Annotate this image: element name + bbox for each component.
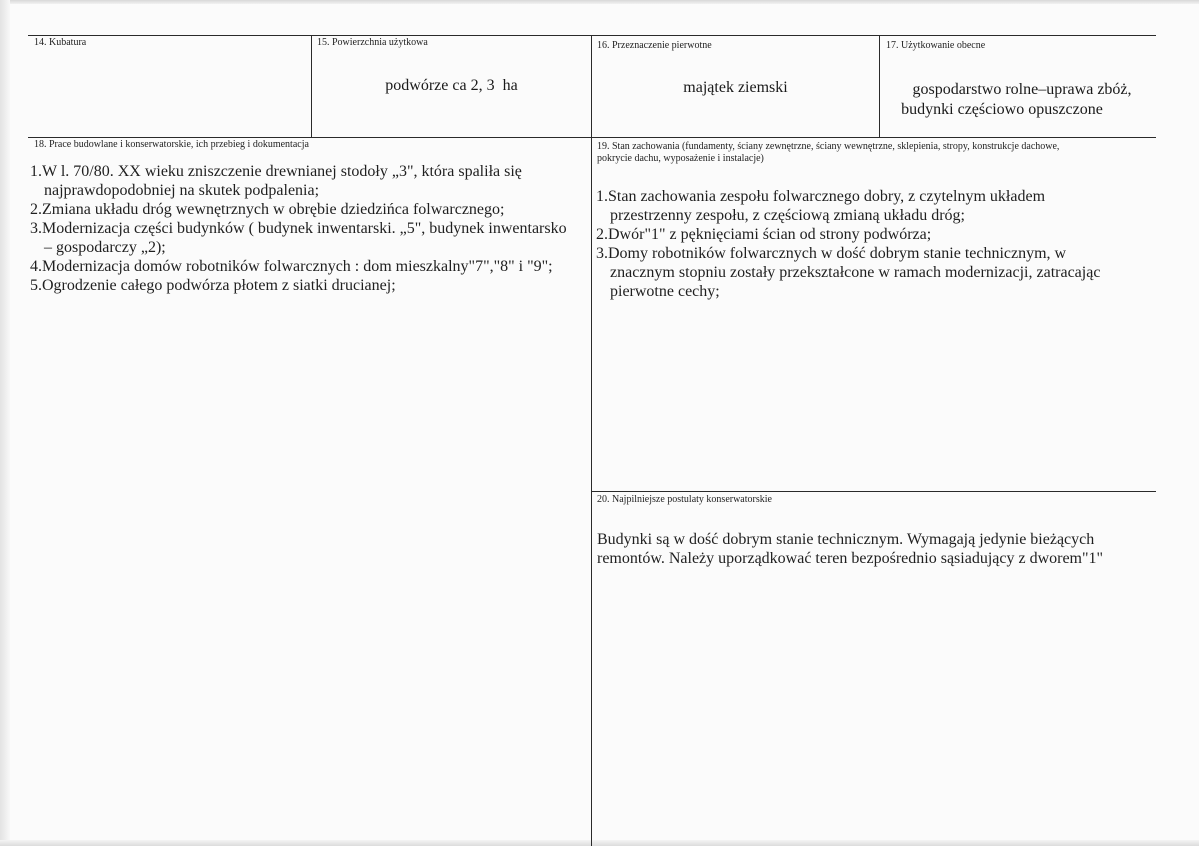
field-19-list xyxy=(596,187,1116,301)
scan-edge-left xyxy=(0,0,10,846)
list-item: 3.Domy robotników folwarcznych w dość dobrym stanie technicznym, w znacznym stopniu zostały przekształcone w ramach modernizacji, zatracając pierwotne cechy; xyxy=(596,245,1101,300)
field-20-label: 20. Najpilniejsze postulaty konserwatorskie xyxy=(597,494,772,505)
field-17-value-line1: gospodarstwo rolne–uprawa zbóż, xyxy=(912,81,1132,98)
field-18-label: 18. Prace budowlane i konserwatorskie, ich przebieg i dokumentacja xyxy=(34,139,309,150)
field-15-value: podwórze ca 2, 3 ha xyxy=(385,77,518,94)
list-item: 4.Modernizacja domów robotników folwarcznych : dom mieszkalny"7","8" i "9"; xyxy=(30,258,553,275)
list-item: 5.Ogrodzenie całego podwórza płotem z siatki drucianej; xyxy=(30,277,396,294)
field-16-value: majątek ziemski xyxy=(683,79,788,96)
field-17-label: 17. Użytkowanie obecne xyxy=(886,40,986,51)
field-17-value-line2: budynki częściowo opuszczone xyxy=(901,101,1103,118)
form-col-divider-b xyxy=(591,35,592,846)
form-col-divider-c xyxy=(879,35,880,137)
list-item: 1.W l. 70/80. XX wieku zniszczenie drewnianej stodoły „3", która spaliła się najprawdopodobniej na skutek podpalenia; xyxy=(30,163,522,199)
form-top-border xyxy=(28,35,1156,36)
list-item: 2.Dwór"1" z pęknięciami ścian od strony podwórza; xyxy=(596,226,932,243)
list-item: 3.Modernizacja części budynków ( budynek inwentarski. „5", budynek inwentarsko – gospodarczy „2); xyxy=(30,220,567,256)
scan-edge-top xyxy=(0,0,1199,4)
scan-edge-bottom xyxy=(0,840,1199,846)
list-item: 2.Zmiana układu dróg wewnętrznych w obrębie dziedzińca folwarcznego; xyxy=(30,201,505,218)
field-20-text: Budynki są w dość dobrym stanie technicznym. Wymagają jedynie bieżących remontów. Należy uporządkować teren bezpośrednio sąsiadujący z dworem"1" xyxy=(597,531,1104,567)
field-18-list xyxy=(30,162,578,295)
field-14-label: 14. Kubatura xyxy=(34,37,87,48)
field-19-label: 19. Stan zachowania (fundamenty, ściany zewnętrzne, ściany wewnętrzne, sklepienia, stropy, konstrukcje dachowe, pokrycie dachu, wyposażenie i instalacje) xyxy=(597,141,1060,164)
form-cell-divider-20 xyxy=(591,491,1156,492)
field-15-label: 15. Powierzchnia użytkowa xyxy=(317,37,428,48)
list-item: 1.Stan zachowania zespołu folwarcznego dobry, z czytelnym układem przestrzenny zespołu, z częściową zmianą układu dróg; xyxy=(596,188,1046,224)
form-row-divider xyxy=(28,137,1156,138)
field-16-label: 16. Przeznaczenie pierwotne xyxy=(597,40,712,51)
